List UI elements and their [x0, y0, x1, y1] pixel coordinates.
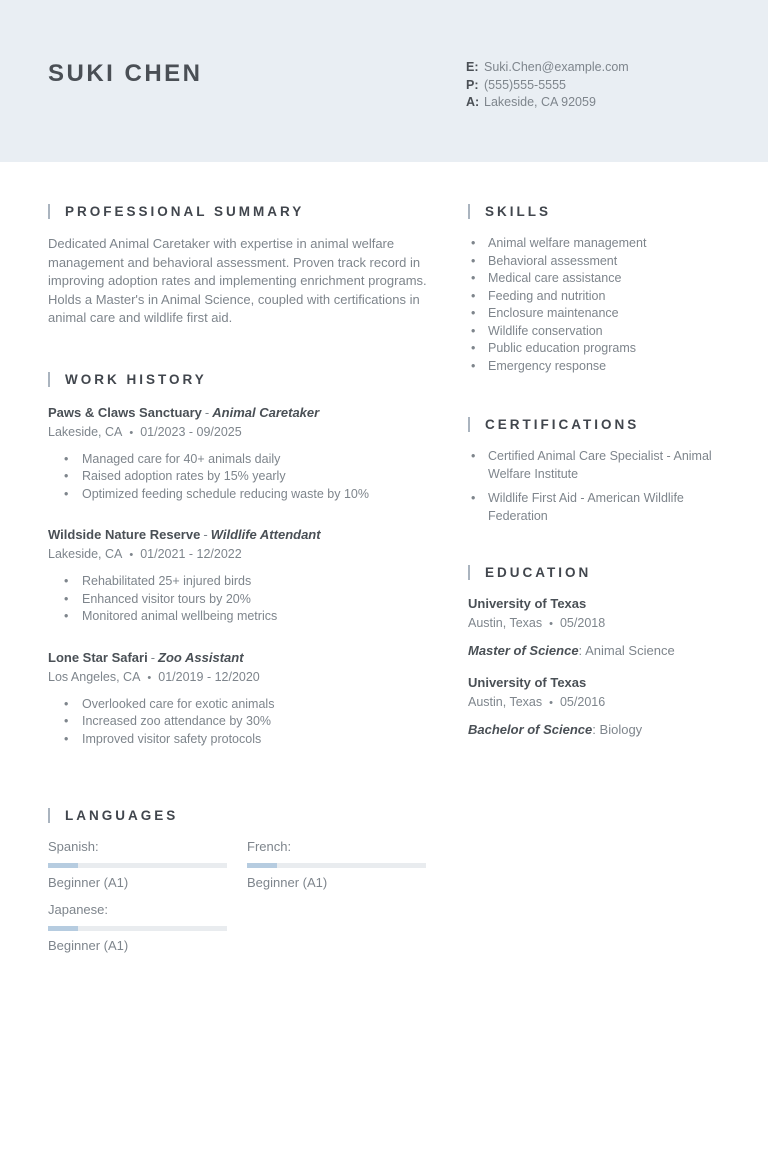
degree-field: Biology	[599, 722, 643, 737]
language-progress-fill	[247, 863, 277, 868]
section-education	[468, 565, 720, 737]
company-name: Lone Star Safari	[48, 649, 148, 665]
address-value: Lakeside, CA 92059	[484, 95, 596, 109]
candidate-name: SUKI CHEN	[48, 60, 203, 87]
email-label: E:	[466, 60, 479, 74]
job-bullet: • Enhanced visitor tours by 20%	[48, 591, 430, 609]
section-languages	[48, 808, 430, 965]
job-title-line	[48, 650, 430, 665]
education-title: EDUCATION	[485, 565, 592, 580]
certifications-title: CERTIFICATIONS	[485, 417, 640, 432]
skill-item: • Behavioral assessment	[468, 253, 720, 271]
job-bullet: • Optimized feeding schedule reducing waste by 10%	[48, 486, 430, 504]
job-dates: 01/2023 - 09/2025	[140, 424, 242, 439]
heading-pipe-icon	[48, 808, 50, 823]
contact-block	[466, 59, 629, 112]
skill-item: • Medical care assistance	[468, 270, 720, 288]
skills-title: SKILLS	[485, 204, 552, 219]
education-entry	[468, 596, 720, 658]
company-name: Paws & Claws Sanctuary	[48, 404, 202, 420]
language-name: Japanese:	[48, 902, 108, 917]
language-level: Beginner (A1)	[48, 875, 129, 890]
email-value: Suki.Chen@example.com	[484, 60, 629, 74]
section-certifications	[468, 417, 720, 525]
job-location: Lakeside, CA	[48, 424, 123, 439]
job-entry	[48, 405, 430, 504]
title-separator: -	[203, 527, 208, 542]
job-bullet: • Increased zoo attendance by 30%	[48, 713, 430, 731]
degree-separator: :	[578, 643, 583, 658]
degree-name: Bachelor of Science	[468, 722, 593, 737]
job-role: Zoo Assistant	[158, 649, 244, 665]
languages-grid	[48, 839, 430, 965]
job-meta-line	[48, 425, 430, 439]
language-level: Beginner (A1)	[247, 875, 328, 890]
school-location: Austin, Texas	[468, 616, 543, 630]
job-role: Animal Caretaker	[212, 404, 320, 420]
job-bullet-list	[48, 696, 430, 749]
job-bullet: • Improved visitor safety protocols	[48, 731, 430, 749]
degree-field: Animal Science	[585, 643, 675, 658]
job-dates: 01/2019 - 12/2020	[158, 669, 260, 684]
job-entry	[48, 527, 430, 626]
job-bullet: • Monitored animal wellbeing metrics	[48, 608, 430, 626]
heading-pipe-icon	[48, 372, 50, 387]
language-progress-fill	[48, 926, 78, 931]
job-location: Los Angeles, CA	[48, 669, 141, 684]
graduation-date: 05/2016	[559, 695, 606, 709]
language-progress-fill	[48, 863, 78, 868]
summary-heading	[48, 204, 430, 219]
degree-separator: :	[592, 722, 596, 737]
heading-pipe-icon	[48, 204, 50, 219]
skill-item: • Feeding and nutrition	[468, 288, 720, 306]
main-content	[0, 162, 768, 965]
phone-value: (555)555-5555	[484, 77, 567, 92]
job-bullet-list	[48, 451, 430, 504]
heading-pipe-icon	[468, 417, 470, 432]
degree-line	[468, 722, 720, 737]
work-history-heading	[48, 372, 430, 387]
right-column	[468, 204, 720, 965]
language-progress-track	[48, 863, 227, 868]
certifications-list	[468, 448, 720, 525]
company-name: Wildside Nature Reserve	[48, 527, 201, 542]
title-separator: -	[204, 404, 210, 420]
language-name: Spanish:	[48, 839, 99, 854]
skill-item: • Animal welfare management	[468, 235, 720, 253]
title-separator: -	[150, 649, 156, 665]
education-meta-line	[468, 695, 720, 709]
skill-item: • Enclosure maintenance	[468, 305, 720, 323]
education-meta-line	[468, 616, 720, 630]
job-dates: 01/2021 - 12/2022	[140, 547, 242, 561]
language-progress-track	[48, 926, 227, 931]
language-progress-track	[247, 863, 426, 868]
education-entry	[468, 675, 720, 737]
heading-pipe-icon	[468, 565, 470, 580]
education-heading	[468, 565, 720, 580]
section-professional-summary	[48, 204, 430, 328]
degree-name: Master of Science	[468, 643, 579, 658]
left-column	[48, 204, 430, 965]
language-level: Beginner (A1)	[48, 938, 129, 953]
certification-item: • Wildlife First Aid - American Wildlife Federation	[468, 490, 720, 525]
summary-text: Dedicated Animal Caretaker with expertise in animal welfare management and behavioral assessment. Proven track record in improving adoption rates and implementing enrichment programs. Holds a Master's in Animal Science, coupled with certifications in animal care and wildlife first aid.	[48, 236, 427, 325]
section-skills	[468, 204, 720, 375]
job-title-line	[48, 527, 430, 542]
language-item	[247, 839, 426, 890]
certifications-heading	[468, 417, 720, 432]
dot-separator: •	[549, 618, 553, 630]
job-bullet: • Managed care for 40+ animals daily	[48, 451, 430, 469]
skills-list	[468, 235, 720, 375]
job-meta-line	[48, 670, 430, 684]
heading-pipe-icon	[468, 204, 470, 219]
work-history-title: WORK HISTORY	[65, 371, 207, 387]
summary-title: PROFESSIONAL SUMMARY	[65, 204, 305, 219]
job-bullet-list	[48, 573, 430, 626]
skill-item: • Wildlife conservation	[468, 323, 720, 341]
contact-address-row	[466, 94, 629, 112]
job-meta-line	[48, 547, 430, 561]
skill-item: • Emergency response	[468, 358, 720, 376]
contact-phone-row	[466, 77, 629, 95]
school-location: Austin, Texas	[468, 695, 543, 709]
job-bullet: • Raised adoption rates by 15% yearly	[48, 468, 430, 486]
skills-heading	[468, 204, 720, 219]
languages-title: LANGUAGES	[65, 808, 179, 823]
job-role: Wildlife Attendant	[210, 527, 321, 542]
section-work-history	[48, 372, 430, 749]
language-item	[48, 902, 227, 953]
job-entry	[48, 650, 430, 749]
skill-item: • Public education programs	[468, 340, 720, 358]
dot-separator: •	[147, 671, 152, 684]
language-item	[48, 839, 227, 890]
graduation-date: 05/2018	[559, 616, 606, 630]
contact-email-row	[466, 59, 629, 77]
dot-separator: •	[129, 549, 134, 561]
dot-separator: •	[129, 426, 134, 439]
job-title-line	[48, 405, 430, 420]
school-name: University of Texas	[468, 596, 587, 611]
job-bullet: • Overlooked care for exotic animals	[48, 696, 430, 714]
dot-separator: •	[549, 697, 553, 709]
job-location: Lakeside, CA	[48, 547, 123, 561]
school-name: University of Texas	[468, 675, 587, 690]
job-bullet: • Rehabilitated 25+ injured birds	[48, 573, 430, 591]
degree-line	[468, 643, 720, 658]
phone-label: P:	[466, 77, 479, 92]
header-band	[0, 0, 768, 162]
certification-item: • Certified Animal Care Specialist - Animal Welfare Institute	[468, 448, 720, 483]
languages-heading	[48, 808, 430, 823]
language-name: French:	[247, 839, 292, 854]
address-label: A:	[466, 95, 480, 109]
